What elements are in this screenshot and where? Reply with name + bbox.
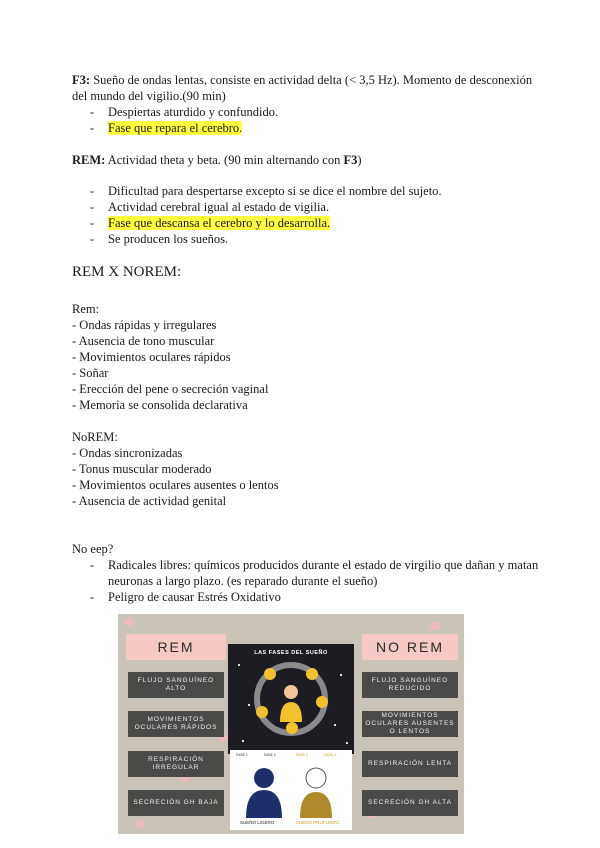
phase-marker: [316, 696, 328, 708]
noeep-title: No eep?: [72, 542, 114, 556]
rem-bullet-1-text: Dificultad para despertarse excepto si se dice el nombre del sujeto.: [108, 184, 442, 198]
star-decoration: [238, 664, 240, 666]
f3-label: F3:: [72, 73, 91, 87]
noeep-bullet-2: - Peligro de causar Estrés Oxidativo: [90, 590, 281, 604]
f3-line-2: del mundo del vigilio.(90 min): [72, 89, 226, 103]
rem-bullet-2: - Actividad cerebral igual al estado de vigilia.: [90, 200, 330, 214]
star-decoration: [248, 704, 250, 706]
rem-list-item: - Movimientos oculares rápidos: [72, 350, 231, 364]
norem-list-title: NoREM:: [72, 430, 118, 444]
rem-text-c: ): [357, 153, 362, 167]
petal-decoration: [124, 618, 134, 626]
norem-list-item: - Movimientos oculares ausentes o lentos: [72, 478, 279, 492]
star-decoration: [334, 724, 336, 726]
sleeper-figure-icon: [276, 682, 306, 722]
noeep-bullet-2-text: Peligro de causar Estrés Oxidativo: [108, 590, 281, 604]
f3-bullet-2-text: Fase que repara el cerebro.: [108, 121, 243, 135]
section-heading: REM X NOREM:: [72, 264, 182, 280]
rem-box-4: SECRECIÓN GH BAJA: [128, 790, 224, 816]
f3-text-1: Sueño de ondas lentas, consiste en actividad delta (< 3,5 Hz). Momento de desconexión: [90, 73, 533, 87]
rem-line: [72, 152, 362, 168]
f3-bullet-1-text: Despiertas aturdido y confundido.: [108, 105, 279, 119]
fase-label: FASE 2: [264, 753, 276, 757]
norem-box-3: RESPIRACIÓN LENTA: [362, 751, 458, 777]
rem-text-a: Actividad theta y beta. (90 min alternando con: [105, 153, 344, 167]
norem-box-2: MOVIMIENTOS OCULARES AUSENTES O LENTOS: [362, 711, 458, 737]
noeep-bullet-1-line-2: neuronas a largo plazo. (es reparado durante el sueño): [108, 574, 378, 588]
deep-sleeper-icon: [294, 766, 338, 818]
norem-list-item: - Ausencia de actividad genital: [72, 494, 227, 508]
fase-label: FASE 3: [296, 753, 308, 757]
noeep-bullet-1-line-1: Radicales libres: químicos producidos durante el estado de virgilio que dañan y matan: [108, 558, 539, 572]
rem-title-pill: REM: [126, 634, 226, 660]
rem-label: REM:: [72, 153, 106, 167]
light-sleep-caption: SUEÑO LIGERO: [240, 820, 275, 825]
petal-decoration: [430, 622, 440, 630]
norem-list-item: - Tonus muscular moderado: [72, 462, 212, 476]
star-decoration: [346, 742, 348, 744]
phase-marker: [264, 668, 276, 680]
sleep-infographic: [118, 614, 464, 834]
rem-box-2: MOVIMIENTOS OCULARES RÁPIDOS: [128, 711, 224, 737]
rem-list-title: Rem:: [72, 302, 100, 316]
f3-line-1: [72, 72, 532, 88]
phase-marker: [286, 722, 298, 734]
rem-list-item: - Ausencia de tono muscular: [72, 334, 215, 348]
rem-bullet-3: - Fase que descansa el cerebro y lo desarrolla.: [90, 216, 331, 230]
rem-list-item: - Memoria se consolida declarativa: [72, 398, 248, 412]
sleep-stage-panel: [230, 750, 352, 830]
petal-decoration: [136, 820, 146, 828]
rem-box-1: FLUJO SANGUÍNEO ALTO: [128, 672, 224, 698]
deep-sleep-caption: SUEÑO PROFUNDO: [296, 820, 340, 825]
rem-box-3: RESPIRACIÓN IRREGULAR: [128, 751, 224, 777]
norem-list-item: - Ondas sincronizadas: [72, 446, 183, 460]
noeep-bullet-1: - Radicales libres: químicos producidos durante el estado de virgilio que dañan y matan: [90, 558, 539, 572]
fase-label: FASE 4: [324, 753, 336, 757]
f3-bullet-1: - Despiertas aturdido y confundido.: [90, 105, 279, 119]
star-decoration: [242, 740, 244, 742]
norem-box-1: FLUJO SANGUÍNEO REDUCIDO: [362, 672, 458, 698]
sleep-phases-title: LAS FASES DEL SUEÑO: [254, 650, 328, 656]
rem-bullet-3-text: Fase que descansa el cerebro y lo desarrolla.: [108, 216, 331, 230]
rem-bullet-4-text: Se producen los sueños.: [108, 232, 229, 246]
rem-list-item: - Ondas rápidas y irregulares: [72, 318, 217, 332]
rem-bullet-1: - Dificultad para despertarse excepto si se dice el nombre del sujeto.: [90, 184, 442, 198]
rem-bullet-2-text: Actividad cerebral igual al estado de vigilia.: [108, 200, 330, 214]
light-sleeper-icon: [242, 766, 286, 818]
norem-title-pill: NO REM: [362, 634, 458, 660]
fase-label: FASE 1: [236, 753, 248, 757]
star-decoration: [340, 674, 342, 676]
f3-bullet-2: - Fase que repara el cerebro.: [90, 121, 243, 135]
rem-text-b: F3: [343, 153, 358, 167]
rem-bullet-4: - Se producen los sueños.: [90, 232, 229, 246]
phase-marker: [256, 706, 268, 718]
phase-marker: [306, 668, 318, 680]
rem-list-item: - Erección del pene o secreción vaginal: [72, 382, 269, 396]
norem-box-4: SECRECIÓN GH ALTA: [362, 790, 458, 816]
rem-list-item: - Soñar: [72, 366, 109, 380]
sleep-phases-panel: [228, 644, 354, 754]
